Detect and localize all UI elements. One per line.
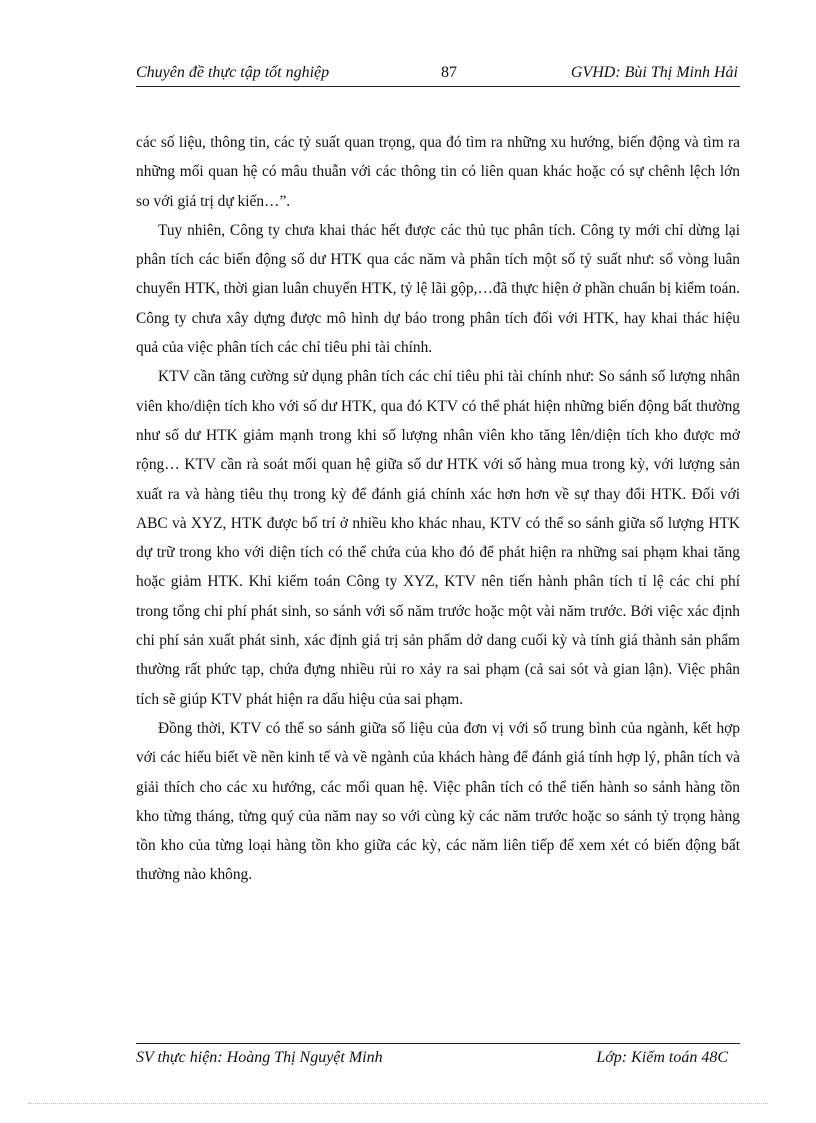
page-number: 87: [441, 64, 457, 81]
page-header: [136, 62, 740, 87]
header-supervisor: GVHD: Bùi Thị Minh Hải: [570, 64, 738, 81]
paragraph-3: KTV cần tăng cường sử dụng phân tích các chỉ tiêu phi tài chính như: So sánh số lượng nhân viên kho/diện tích kho với số dư HTK, qua đó KTV có thể phát hiện những biến động bất thường như số dư HTK giảm mạnh trong khi số lượng nhân viên kho tăng lên/diện tích kho được mở rộng… KTV cần rà soát mối quan hệ giữa số dư HTK với số hàng mua trong kỳ, với lượng sản xuất ra và hàng tiêu thụ trong kỳ để đánh giá chính xác hơn hơn về sự thay đổi HTK. Đối với ABC và XYZ, HTK được bố trí ở nhiều kho khác nhau, KTV có thể so sánh giữa số lượng HTK dự trữ trong kho với diện tích có thể chứa của kho đó để phát hiện ra những sai phạm khai tăng hoặc giảm HTK. Khi kiểm toán Công ty XYZ, KTV nên tiến hành phân tích tỉ lệ các chi phí trong tổng chi phí phát sinh, so sánh với số năm trước hoặc một vài năm trước. Bởi việc xác định chi phí sản xuất phát sinh, xác định giá trị sản phẩm dở dang cuối kỳ và tính giá thành sản phẩm thường rất phức tạp, chứa đựng nhiều rủi ro xảy ra sai phạm (cả sai sót và gian lận). Việc phân tích sẽ giúp KTV phát hiện ra dấu hiệu của sai phạm.: [136, 368, 740, 708]
paragraph-2: Tuy nhiên, Công ty chưa khai thác hết được các thủ tục phân tích. Công ty mới chỉ dừng lại phân tích các biến động số dư HTK qua các năm và phân tích một số tỷ suất như: số vòng luân chuyển HTK, thời gian luân chuyển HTK, tỷ lệ lãi gộp,…đã thực hiện ở phần chuẩn bị kiểm toán. Công ty chưa xây dựng được mô hình dự báo trong phân tích đối với HTK, hay khai thác hiệu quả của việc phân tích các chỉ tiêu phi tài chính.: [136, 221, 740, 357]
page-bottom-divider: [28, 1103, 768, 1104]
document-body: [136, 128, 740, 890]
header-report-title: Chuyên đề thực tập tốt nghiệp: [136, 64, 330, 81]
page-footer: [136, 1043, 740, 1074]
paragraph-1: các số liệu, thông tin, các tỷ suất quan trọng, qua đó tìm ra những xu hướng, biến động và tìm ra những mối quan hệ có mâu thuẫn với các thông tin có liên quan khác hoặc có sự chênh lệch lớn so với giá trị dự kiến…”.: [136, 134, 740, 210]
footer-class: Lớp: Kiểm toán 48C: [596, 1049, 728, 1066]
footer-student: SV thực hiện: Hoàng Thị Nguyệt Minh: [136, 1049, 383, 1066]
paragraph-4: Đồng thời, KTV có thể so sánh giữa số liệu của đơn vị với số trung bình của ngành, kết hợp với các hiểu biết về nền kinh tế và về ngành của khách hàng để đánh giá tính hợp lý, phân tích và giải thích cho các xu hướng, các mối quan hệ. Việc phân tích có thể tiến hành so sánh hàng tồn kho từng tháng, từng quý của năm nay so với cùng kỳ các năm trước hoặc so sánh tỷ trọng hàng tồn kho của từng loại hàng tồn kho giữa các kỳ, các năm liên tiếp để xem xét có biến động bất thường nào không.: [136, 719, 740, 884]
